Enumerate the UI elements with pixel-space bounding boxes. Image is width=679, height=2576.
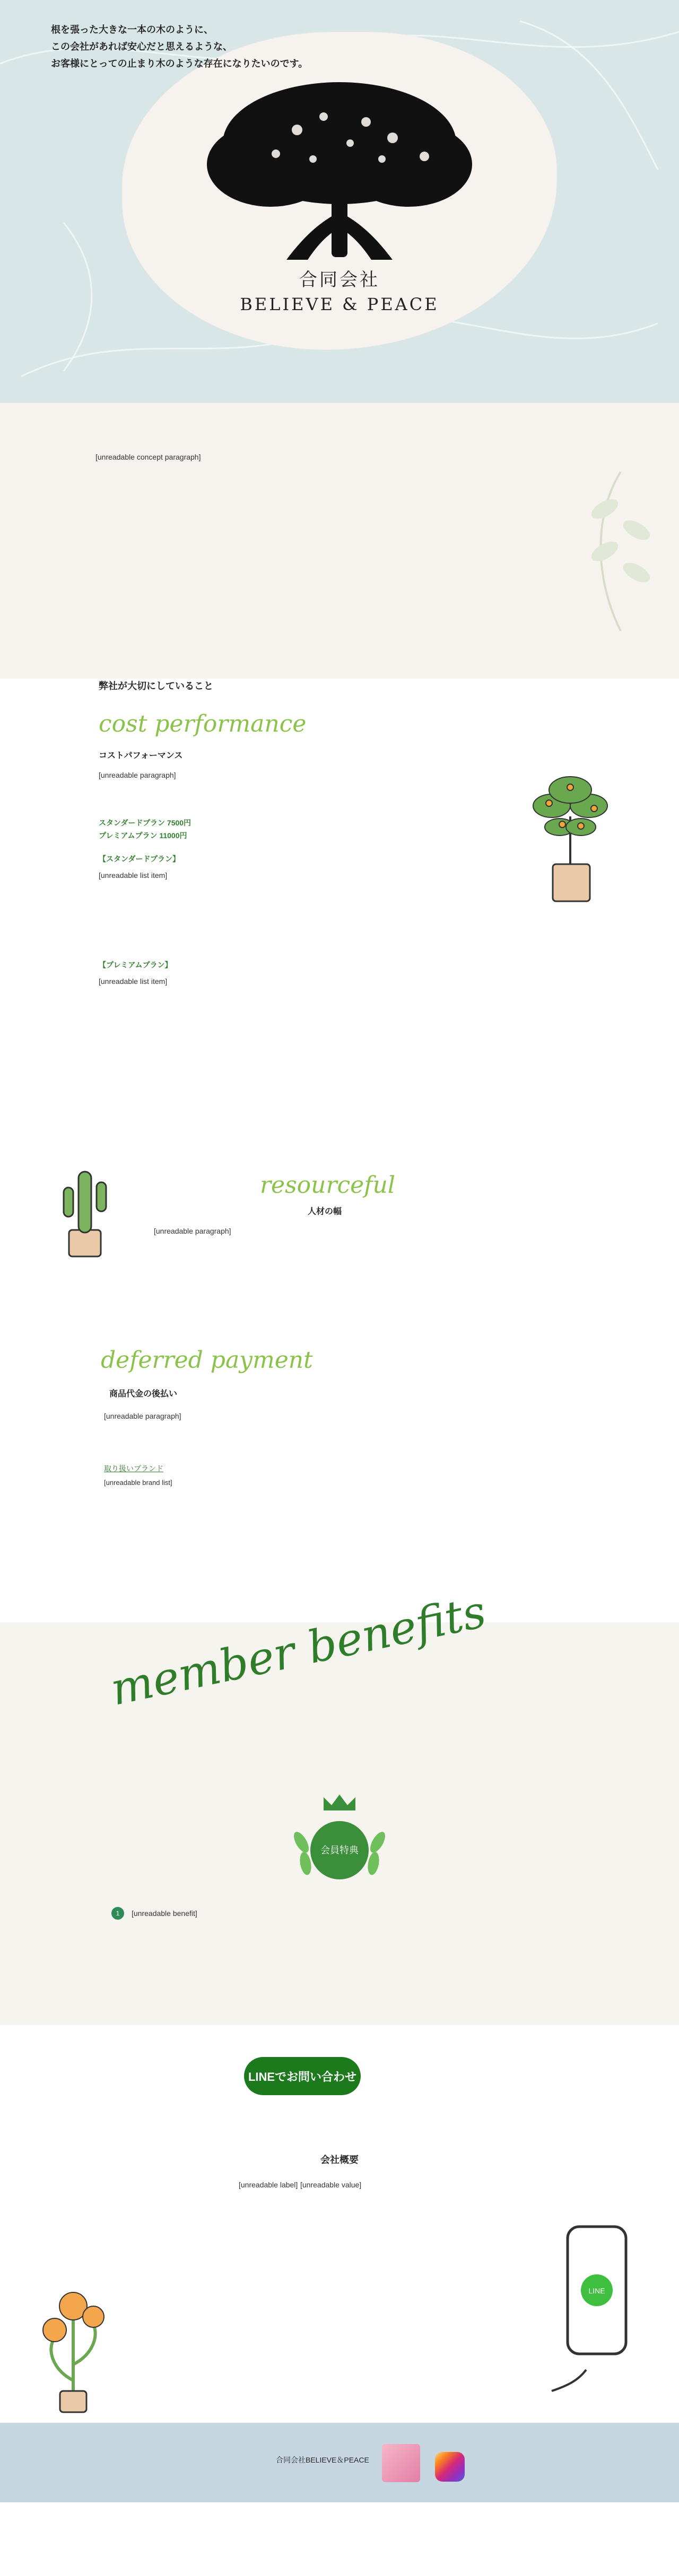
concept-text: [unreadable concept paragraph] bbox=[95, 453, 201, 461]
company-section bbox=[0, 2147, 679, 2423]
tree-illustration-icon bbox=[191, 80, 488, 281]
cost-script: cost performance bbox=[99, 710, 307, 737]
benefits-list bbox=[111, 1903, 599, 1923]
brands-list: [unreadable brand list] bbox=[104, 1479, 172, 1487]
line-contact-button[interactable]: LINEでお問い合わせ bbox=[244, 2057, 361, 2095]
plan-standard: スタンダードプラン 7500円 bbox=[99, 819, 191, 827]
company-title: 会社概要 bbox=[320, 2155, 359, 2165]
list-item: [unreadable list item] bbox=[99, 871, 168, 880]
brand-jp: 合同会社 bbox=[299, 269, 380, 291]
member-benefits-title: member benefits bbox=[106, 1585, 491, 1716]
resourceful-para: [unreadable paragraph] bbox=[154, 1227, 231, 1235]
company-table bbox=[239, 2179, 361, 2191]
benefit-item bbox=[111, 1903, 599, 1923]
phone-with-line-icon bbox=[536, 2216, 642, 2407]
list-item: [unreadable list item] bbox=[99, 977, 168, 986]
concept-section bbox=[0, 403, 679, 679]
svg-text:LINE: LINE bbox=[588, 2287, 605, 2295]
hero-tagline: 根を張った大きな一本の木のように、 この会社があれば安心だと思えるような、 お客様にとっての止まり木のような存在になりたいのです。 bbox=[51, 24, 308, 69]
brands-title: 取り扱いブランド bbox=[104, 1464, 163, 1473]
footer bbox=[0, 2423, 679, 2502]
badge-laurel-icon bbox=[271, 1792, 408, 1909]
deferred-script: deferred payment bbox=[101, 1347, 313, 1374]
benefit-number: 1 bbox=[111, 1907, 124, 1920]
member-benefits-section bbox=[0, 1585, 679, 2025]
resourceful-script: resourceful bbox=[260, 1172, 395, 1199]
company-key: [unreadable label] bbox=[239, 2181, 298, 2189]
values-section bbox=[0, 679, 679, 1622]
standard-list bbox=[99, 869, 167, 881]
plans bbox=[99, 816, 191, 842]
values-title: 弊社が大切にしていること bbox=[99, 681, 213, 691]
premium-list bbox=[99, 975, 167, 987]
deferred-para: [unreadable paragraph] bbox=[104, 1412, 181, 1420]
brand-en: BELIEVE & PEACE bbox=[240, 294, 439, 314]
resourceful-block bbox=[0, 1156, 679, 1336]
cactus-illustration-icon bbox=[53, 1150, 117, 1262]
company-value: [unreadable value] bbox=[300, 2181, 362, 2189]
benefit-text: [unreadable benefit] bbox=[132, 1909, 197, 1918]
leaf-decoration-icon bbox=[584, 467, 658, 636]
cost-para: [unreadable paragraph] bbox=[99, 771, 176, 779]
deferred-payment-block bbox=[0, 1336, 679, 1612]
cta-section bbox=[0, 2025, 679, 2147]
footer-text: 合同会社BELIEVE＆PEACE bbox=[276, 2456, 369, 2464]
resourceful-title: 人材の幅 bbox=[308, 1207, 342, 1216]
instagram-icon[interactable] bbox=[435, 2452, 465, 2482]
badge-text: 会員特典 bbox=[320, 1845, 359, 1856]
qr-code-icon[interactable] bbox=[382, 2444, 420, 2482]
orange-tree-in-pot-icon bbox=[520, 758, 621, 917]
plan-premium: プレミアムプラン 11000円 bbox=[99, 831, 187, 840]
cost-title: コストパフォーマンス bbox=[99, 751, 183, 760]
premium-title: 【プレミアムプラン】 bbox=[99, 961, 172, 969]
company-row bbox=[239, 2179, 361, 2191]
deferred-title: 商品代金の後払い bbox=[109, 1390, 178, 1399]
standard-title: 【スタンダードプラン】 bbox=[99, 855, 180, 863]
hero-section bbox=[0, 0, 679, 403]
cost-performance-block bbox=[0, 679, 679, 1156]
flower-illustration-icon bbox=[31, 2274, 116, 2417]
